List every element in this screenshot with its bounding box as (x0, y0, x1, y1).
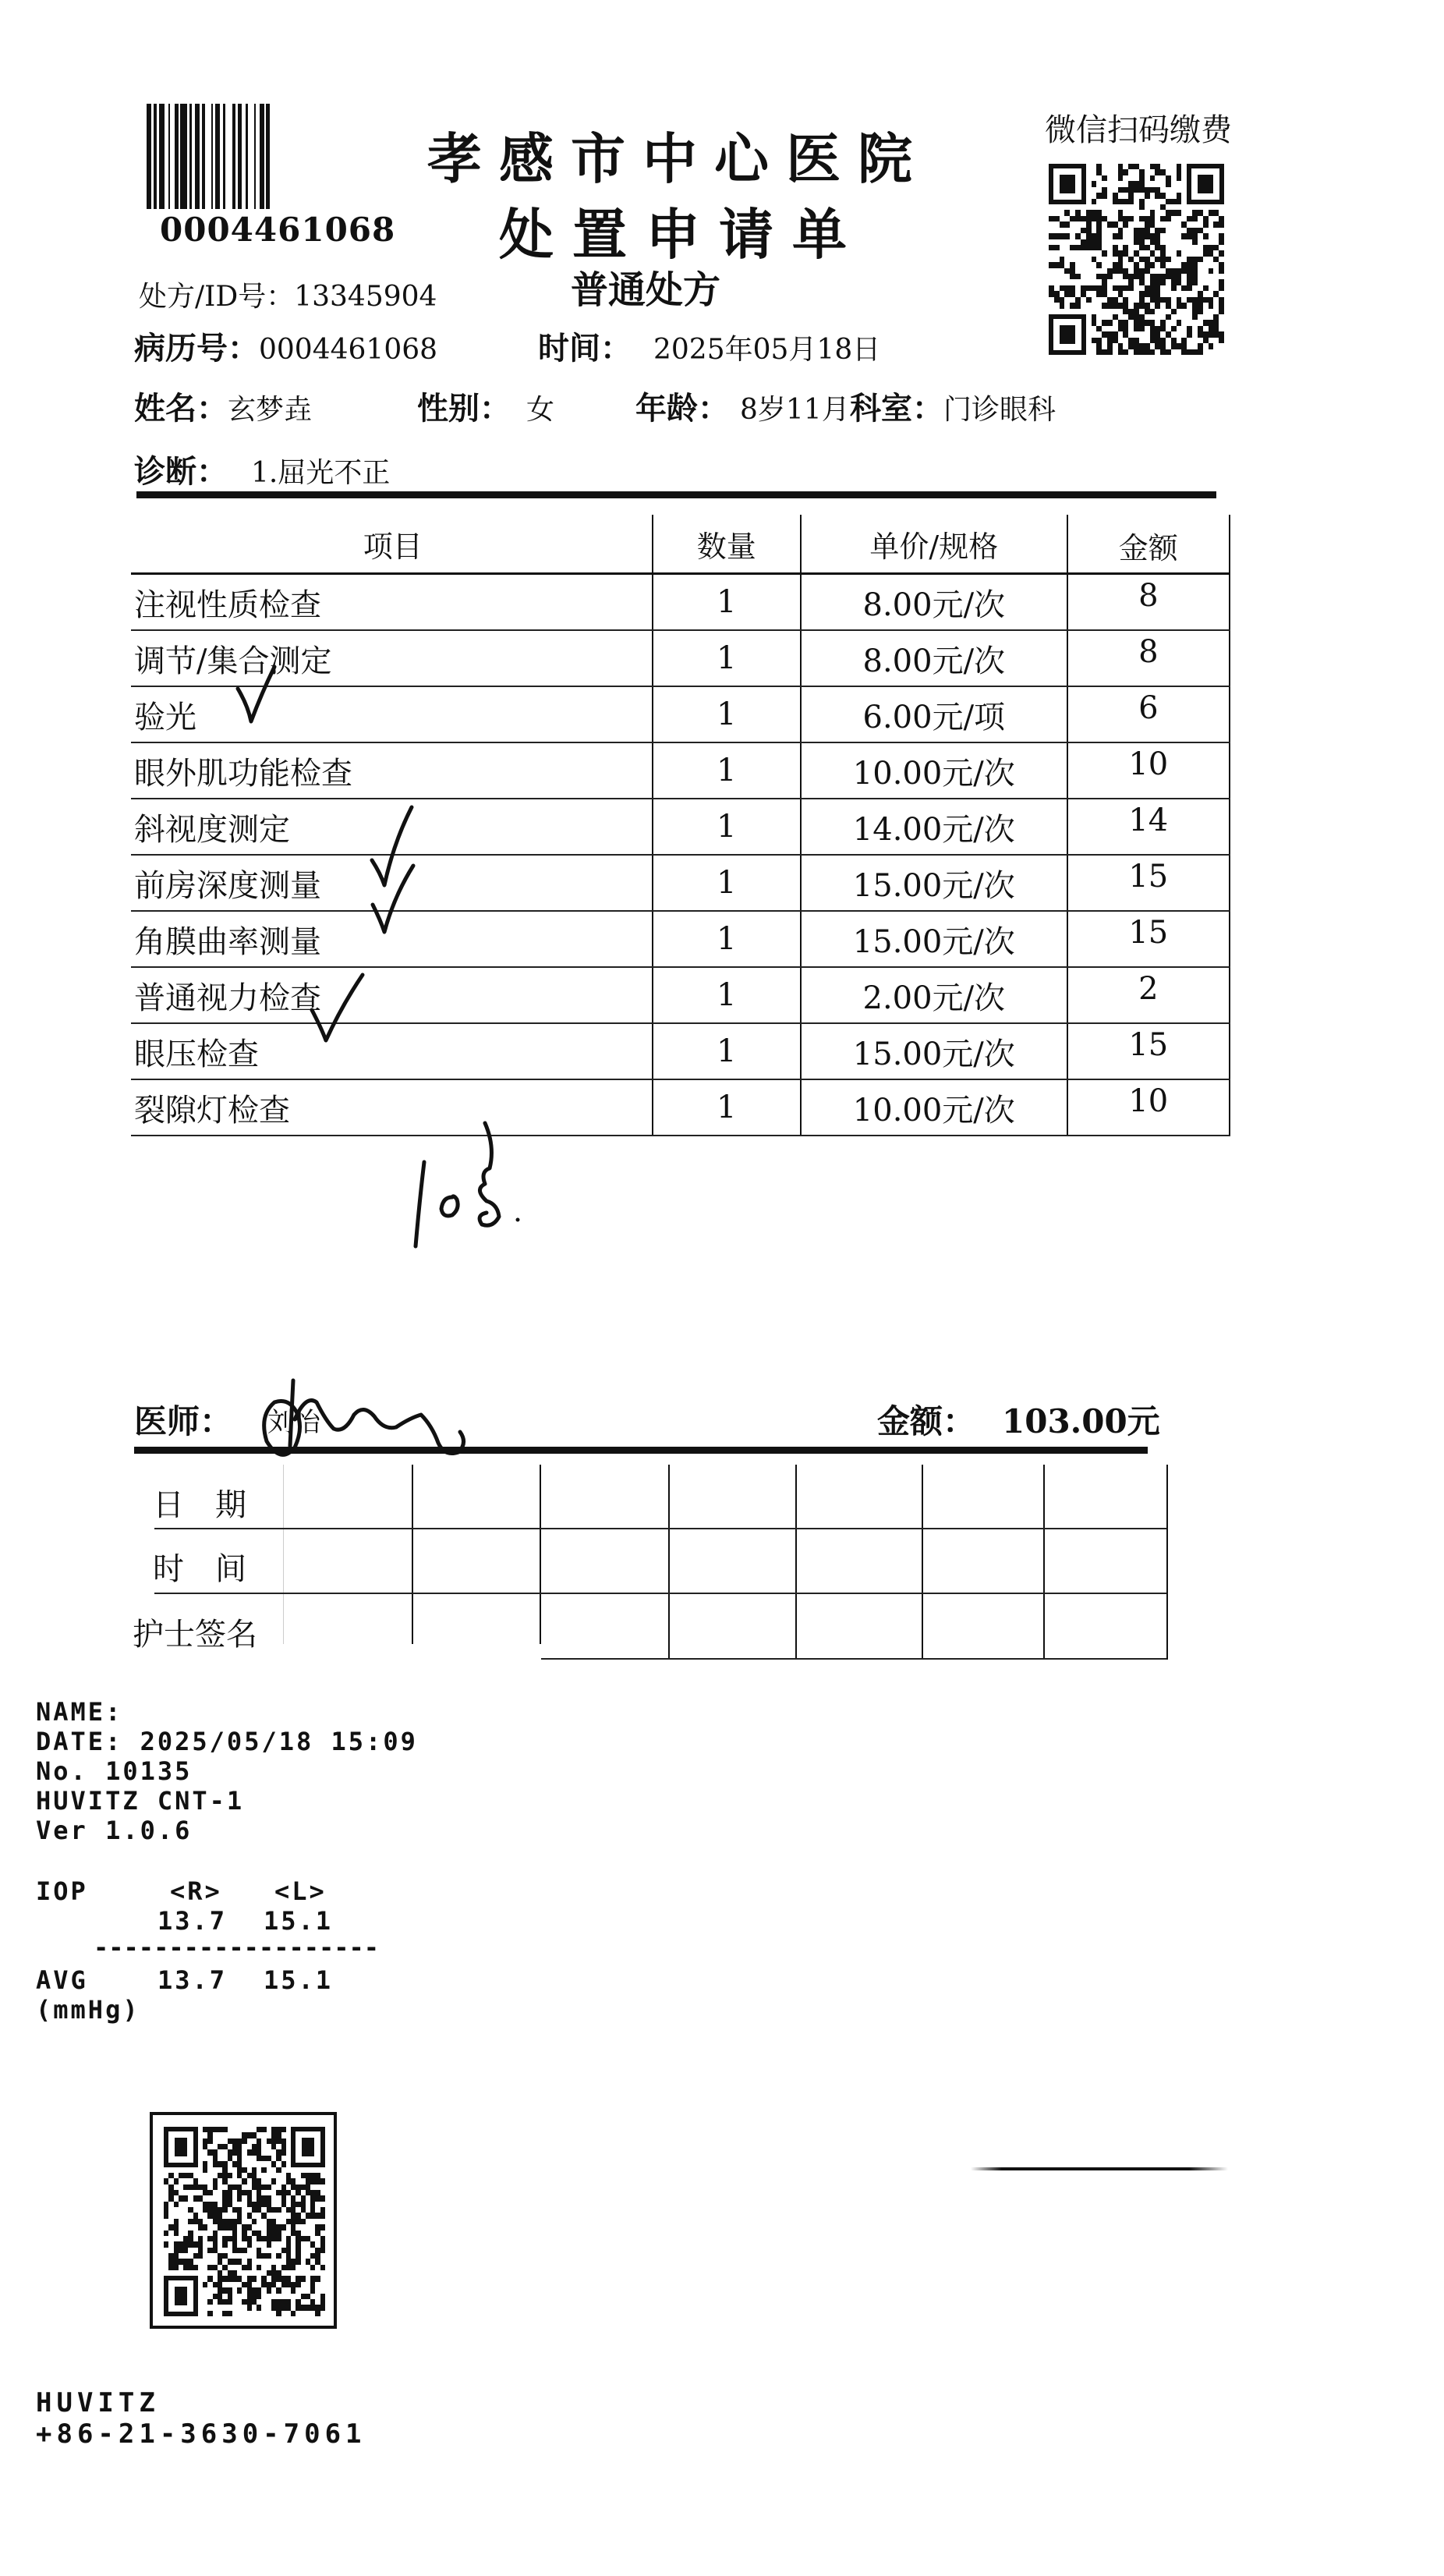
item-amount: 15 (1067, 1023, 1230, 1079)
item-name: 注视性质检查 (131, 574, 653, 631)
name-label: 姓名： (134, 391, 228, 427)
age-label: 年龄： (635, 391, 729, 427)
pay-qr-label: 微信扫码缴费 (1045, 112, 1232, 148)
item-amount: 15 (1067, 855, 1230, 911)
item-amount: 8 (1067, 574, 1230, 631)
qr-finder-pattern (164, 2127, 198, 2167)
receipt-version-line: Ver 1.0.6 (36, 1816, 193, 1845)
grid-row-line (154, 1528, 1166, 1529)
item-name: 前房深度测量 (131, 855, 653, 911)
item-name: 斜视度测定 (131, 799, 653, 855)
item-qty: 1 (653, 967, 801, 1023)
item-price: 15.00元/次 (801, 911, 1067, 967)
item-name: 调节/集合测定 (131, 630, 653, 686)
item-name: 验光 (131, 686, 653, 742)
item-qty: 1 (653, 1023, 801, 1079)
nurse-signature-grid (131, 1465, 1168, 1660)
item-price: 8.00元/次 (801, 630, 1067, 686)
record-no-value: 0004461068 (259, 334, 438, 366)
item-qty: 1 (653, 574, 801, 631)
receipt-device-line: HUVITZ CNT-1 (36, 1786, 245, 1816)
check-mark-icon (238, 667, 274, 721)
grid-bottom-line (541, 1658, 1166, 1660)
avg-label: AVG (36, 1965, 88, 1995)
grid-column-line (1166, 1465, 1168, 1660)
item-qty: 1 (653, 855, 801, 911)
item-amount: 15 (1067, 911, 1230, 967)
item-amount: 6 (1067, 686, 1230, 742)
item-name: 裂隙灯检查 (131, 1079, 653, 1136)
total-amount-value: 103.00元 (1002, 1402, 1160, 1440)
department-value: 门诊眼科 (943, 394, 1056, 426)
check-mark-icon (312, 975, 363, 1040)
gender-label: 性别： (417, 391, 511, 427)
grid-row-line (154, 1593, 1166, 1594)
item-qty: 1 (653, 911, 801, 967)
scan-artifact-line (971, 2167, 1228, 2170)
grid-column-line (922, 1465, 923, 1660)
item-price: 10.00元/次 (801, 1079, 1067, 1136)
item-price: 10.00元/次 (801, 742, 1067, 799)
form-title: 处置申请单 (499, 203, 865, 267)
iop-right-value: 13.7 (157, 1906, 228, 1936)
gender-value: 女 (526, 394, 555, 426)
record-no-label: 病历号： (134, 331, 259, 367)
grid-column-line (412, 1465, 413, 1644)
item-amount: 14 (1067, 799, 1230, 855)
item-qty: 1 (653, 630, 801, 686)
item-price: 8.00元/次 (801, 574, 1067, 631)
patient-name: 玄梦垚 (228, 394, 313, 426)
item-qty: 1 (653, 742, 801, 799)
item-amount: 10 (1067, 1079, 1230, 1136)
prescription-type: 普通处方 (571, 268, 721, 312)
receipt-brand: HUVITZ (36, 2387, 160, 2418)
col-header-price: 单价/规格 (801, 515, 1067, 574)
age-value: 8岁11月 (740, 394, 850, 426)
receipt-divider: ------------------- (94, 1933, 380, 1962)
date-label: 时间： (538, 331, 632, 367)
item-name: 眼压检查 (131, 1023, 653, 1079)
diagnosis-label: 诊断： (134, 454, 228, 490)
department-label: 科室： (850, 391, 943, 427)
row-label-time: 时 间 (153, 1551, 246, 1587)
iop-label: IOP (36, 1876, 88, 1906)
checkmark-icons (0, 0, 1444, 1170)
item-qty: 1 (653, 1079, 801, 1136)
receipt-date-line: DATE: 2025/05/18 15:09 (36, 1727, 418, 1756)
hospital-name: 孝感市中心医院 (427, 127, 929, 191)
grid-column-line (283, 1465, 284, 1644)
item-amount: 10 (1067, 742, 1230, 799)
check-mark-icon (372, 807, 412, 885)
item-qty: 1 (653, 799, 801, 855)
item-name: 普通视力检查 (131, 967, 653, 1023)
unit-label: (mmHg) (36, 1995, 140, 2025)
grid-column-line (795, 1465, 797, 1660)
receipt-name-line: NAME: (36, 1697, 123, 1727)
avg-left-value: 15.1 (264, 1965, 334, 1995)
barcode-number: 0004461068 (160, 211, 396, 249)
receipt-number-line: No. 10135 (36, 1756, 193, 1786)
qr-finder-pattern (164, 2276, 198, 2316)
row-label-date: 日 期 (153, 1487, 246, 1523)
footer-divider (134, 1447, 1148, 1454)
item-price: 6.00元/项 (801, 686, 1067, 742)
item-amount: 8 (1067, 630, 1230, 686)
qr-finder-pattern (291, 2127, 325, 2167)
rx-id-value: 13345904 (294, 281, 437, 313)
receipt-phone: +86-21-3630-7061 (36, 2418, 366, 2450)
device-qr-code[interactable] (164, 2127, 325, 2316)
item-amount: 2 (1067, 967, 1230, 1023)
item-name: 角膜曲率测量 (131, 911, 653, 967)
diagnosis-value: 1.屈光不正 (251, 457, 391, 489)
item-price: 2.00元/次 (801, 967, 1067, 1023)
doctor-name: 刘怡 (267, 1407, 320, 1438)
avg-right-value: 13.7 (157, 1965, 228, 1995)
col-header-amount: 金额 (1067, 515, 1230, 574)
grid-column-line (1043, 1465, 1045, 1660)
item-name: 眼外肌功能检查 (131, 742, 653, 799)
date-value: 2025年05月18日 (653, 334, 881, 366)
doctor-label: 医师： (134, 1402, 233, 1440)
item-price: 14.00元/次 (801, 799, 1067, 855)
right-eye-label: <R> (170, 1876, 222, 1906)
rx-id-label: 处方/ID号： (139, 281, 295, 313)
item-price: 15.00元/次 (801, 1023, 1067, 1079)
iop-left-value: 15.1 (264, 1906, 334, 1936)
left-eye-label: <L> (274, 1876, 327, 1906)
item-qty: 1 (653, 686, 801, 742)
col-header-item: 项目 (131, 515, 653, 574)
handwritten-total-note (390, 1123, 593, 1279)
grid-column-line (540, 1465, 541, 1644)
item-price: 15.00元/次 (801, 855, 1067, 911)
total-amount-label: 金额： (877, 1402, 976, 1440)
row-label-nurse-signature: 护士签名 (133, 1617, 257, 1653)
col-header-qty: 数量 (653, 515, 801, 574)
grid-column-line (668, 1465, 670, 1660)
